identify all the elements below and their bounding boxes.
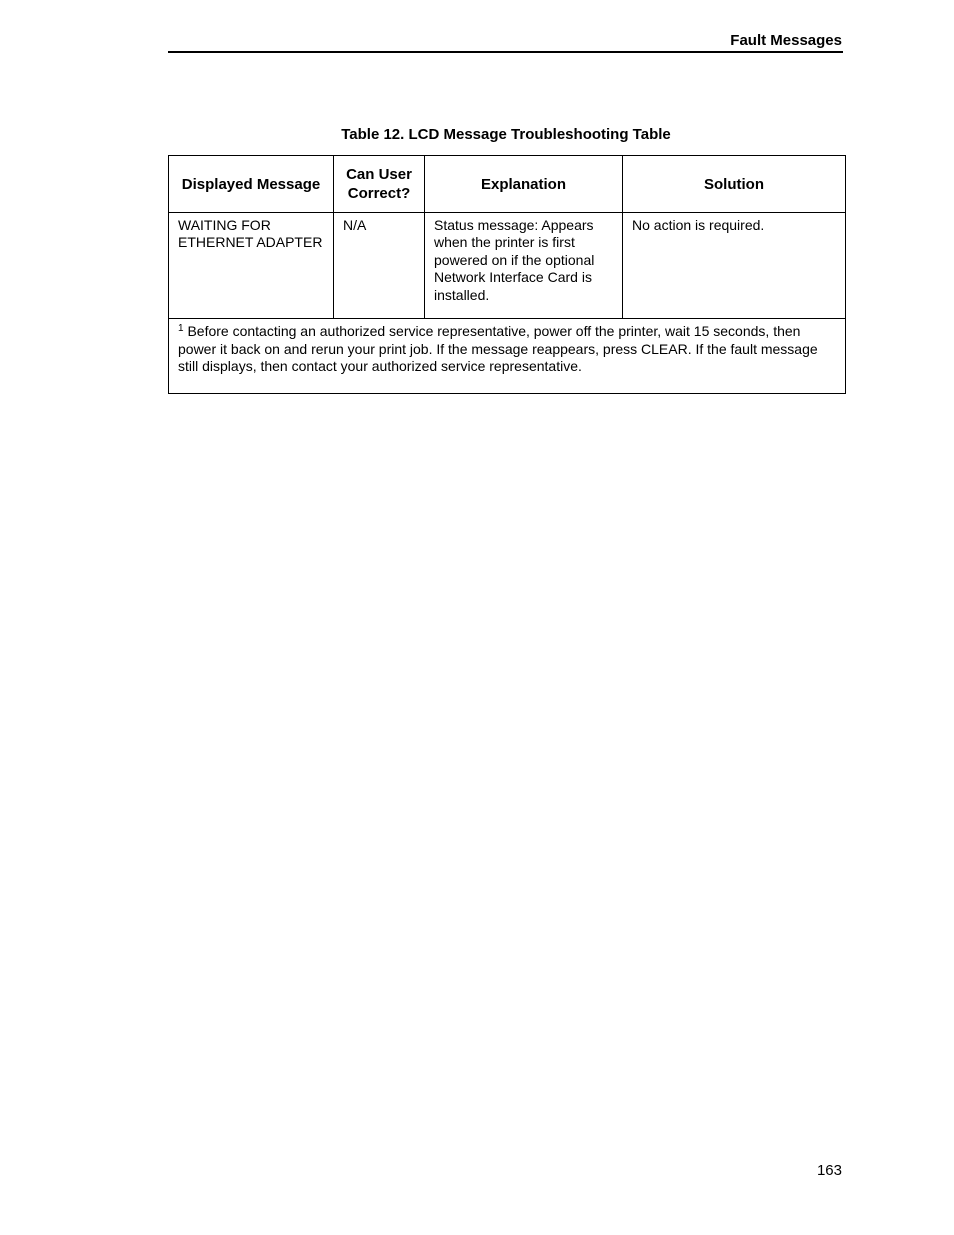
displayed-message-cell [169, 213, 334, 319]
page-number: 163 [816, 1162, 842, 1179]
footnote-cell [169, 319, 846, 394]
footnote-row [169, 319, 846, 394]
solution-cell: No action is required. [623, 213, 846, 319]
can-user-correct-cell: N/A [334, 213, 425, 319]
column-header-can-user-correct [334, 156, 425, 213]
column-header-explanation: Explanation [425, 156, 623, 213]
footnote-marker: 1 [178, 323, 184, 334]
table-header-row [169, 156, 846, 213]
displayed-message-line: ETHERNET ADAPTER [178, 234, 323, 251]
table-row [169, 213, 846, 319]
displayed-message-line: WAITING FOR [178, 217, 271, 233]
footnote-text: Before contacting an authorized service representative, power off the printer, wait 15 seconds, then power it back on and rerun your print job. If the message reappears, press CLEAR. If the fault message still displays, then contact your authorized service representative. [178, 323, 818, 375]
column-header-displayed-message: Displayed Message [169, 156, 334, 213]
explanation-cell: Status message: Appears when the printer is first powered on if the optional Network Interface Card is installed. [425, 213, 623, 319]
troubleshooting-table [168, 155, 846, 394]
running-header [168, 31, 843, 53]
column-header-solution: Solution [623, 156, 846, 213]
table-caption: Table 12. LCD Message Troubleshooting Table [341, 126, 671, 143]
column-header-can-user-correct-label: Can User Correct? [346, 166, 412, 202]
section-title: Fault Messages [730, 32, 842, 49]
